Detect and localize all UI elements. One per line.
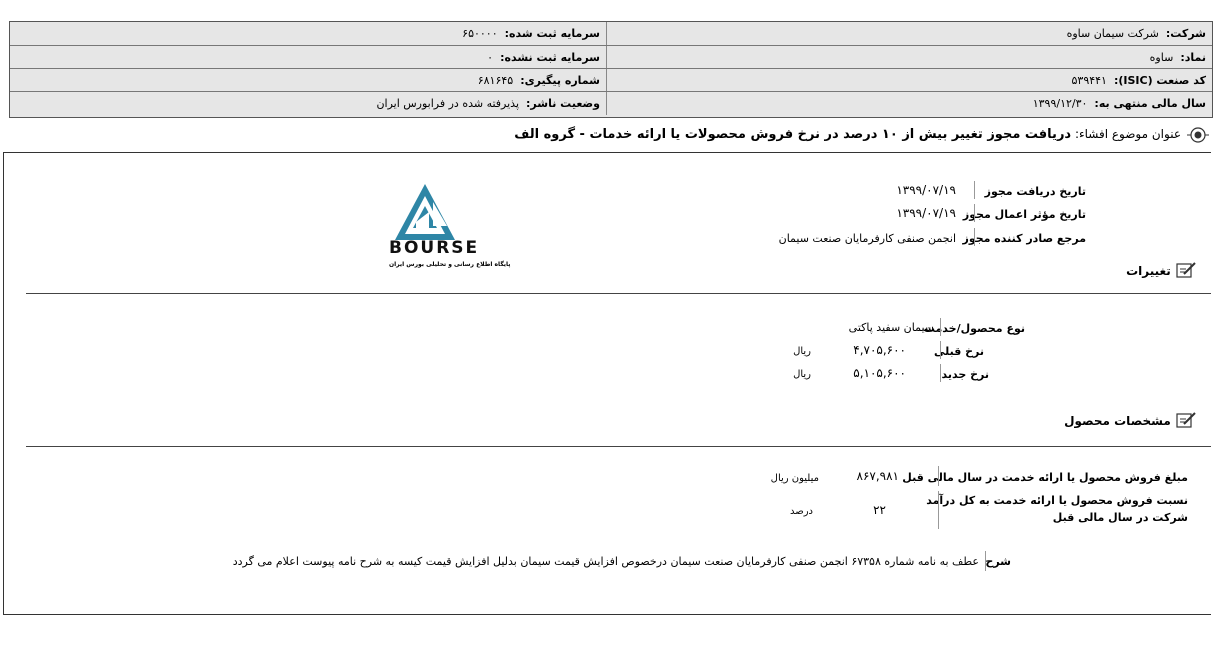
isic-value: ۵۳۹۴۴۱ bbox=[1071, 74, 1107, 87]
description-label: شرح bbox=[985, 555, 1011, 568]
old-rate-value: ۴,۷۰۵,۶۰۰ bbox=[853, 343, 906, 357]
sales-amount-value: ۸۶۷,۹۸۱ bbox=[856, 469, 899, 483]
new-rate-unit: ریال bbox=[793, 369, 811, 380]
edit-icon bbox=[1175, 411, 1197, 432]
symbol-label: نماد: bbox=[1180, 51, 1206, 64]
info-row-company bbox=[10, 22, 1212, 45]
publisher-status-value: پذیرفته شده در فرابورس ایران bbox=[376, 97, 520, 110]
symbol-value: ساوه bbox=[1149, 51, 1174, 64]
registered-capital-label: سرمایه ثبت شده: bbox=[504, 27, 600, 40]
subject-value: دریافت مجوز تغییر بیش از ۱۰ درصد در نرخ فروش محصولات یا ارائه خدمات - گروه الف bbox=[514, 127, 1072, 142]
registered-capital-value: ۶۵۰۰۰۰ bbox=[462, 27, 498, 40]
unregistered-capital-label: سرمایه ثبت نشده: bbox=[500, 51, 600, 64]
description-value: عطف به نامه شماره ۶۷۳۵۸ انجمن صنفی کارفرمایان صنعت سیمان درخصوص افزایش قیمت سیمان بدلیل افزایش قیمت کیسه به شرح نامه پیوست اعلام می گردد bbox=[232, 555, 979, 568]
info-row-fiscal bbox=[10, 91, 1212, 117]
info-row-symbol bbox=[10, 45, 1212, 69]
tracking-value: ۶۸۱۶۴۵ bbox=[477, 74, 514, 87]
sales-ratio-value: ۲۲ bbox=[873, 503, 886, 517]
changes-section-title bbox=[1126, 261, 1197, 282]
sales-ratio-unit: درصد bbox=[789, 506, 813, 517]
company-info-table bbox=[9, 21, 1213, 118]
subject-label: عنوان موضوع افشاء: bbox=[1074, 127, 1181, 141]
company-value: شرکت سیمان ساوه bbox=[1066, 27, 1159, 40]
product-specs-section-title bbox=[1064, 411, 1197, 432]
unregistered-capital-value: ۰ bbox=[487, 51, 494, 64]
product-type-label: نوع محصول/خدمت bbox=[923, 322, 1025, 335]
receive-date-value: ۱۳۹۹/۰۷/۱۹ bbox=[896, 183, 956, 197]
bourse-logo bbox=[385, 182, 511, 277]
publisher-status-label: وضعیت ناشر: bbox=[526, 97, 600, 110]
effective-date-label: تاریخ مؤثر اعمال مجوز bbox=[962, 208, 1086, 221]
old-rate-unit: ریال bbox=[793, 346, 811, 357]
target-icon bbox=[1187, 124, 1209, 146]
company-label: شرکت: bbox=[1165, 27, 1206, 40]
fiscal-year-value: ۱۳۹۹/۱۲/۳۰ bbox=[1032, 97, 1088, 110]
old-rate-label: نرخ قبلی bbox=[933, 345, 984, 358]
bourse-logo-subtitle: پایگاه اطلاع رسانی و تحلیلی بورس ایران bbox=[389, 261, 511, 268]
disclosure-subject bbox=[514, 127, 1181, 142]
info-row-isic bbox=[10, 68, 1212, 92]
new-rate-value: ۵,۱۰۵,۶۰۰ bbox=[853, 366, 906, 380]
disclosure-panel bbox=[3, 152, 1211, 615]
issuer-value: انجمن صنفی کارفرمایان صنعت سیمان bbox=[778, 232, 956, 245]
fiscal-year-label: سال مالی منتهی به: bbox=[1094, 97, 1206, 110]
product-type-value: سیمان سفید پاکتی bbox=[848, 321, 934, 334]
sales-ratio-label-line1: نسبت فروش محصول یا ارائه خدمت به کل درآمد bbox=[926, 494, 1188, 507]
edit-icon bbox=[1175, 261, 1197, 282]
issuer-label: مرجع صادر کننده مجوز bbox=[962, 232, 1086, 245]
effective-date-value: ۱۳۹۹/۰۷/۱۹ bbox=[896, 206, 956, 220]
isic-label: کد صنعت (ISIC): bbox=[1113, 74, 1206, 87]
sales-amount-label: مبلغ فروش محصول یا ارائه خدمت در سال مالی قبل bbox=[902, 471, 1188, 484]
tracking-label: شماره پیگیری: bbox=[520, 74, 600, 87]
changes-title-text: تغییرات bbox=[1126, 264, 1171, 278]
bourse-logo-text: BOURSE bbox=[389, 238, 480, 258]
new-rate-label: نرخ جدید bbox=[941, 368, 989, 381]
product-specs-title-text: مشخصات محصول bbox=[1064, 414, 1171, 428]
sales-amount-unit: میلیون ریال bbox=[770, 473, 819, 484]
sales-ratio-label-line2: شرکت در سال مالی قبل bbox=[1052, 511, 1188, 524]
receive-date-label: تاریخ دریافت مجوز bbox=[984, 185, 1086, 198]
